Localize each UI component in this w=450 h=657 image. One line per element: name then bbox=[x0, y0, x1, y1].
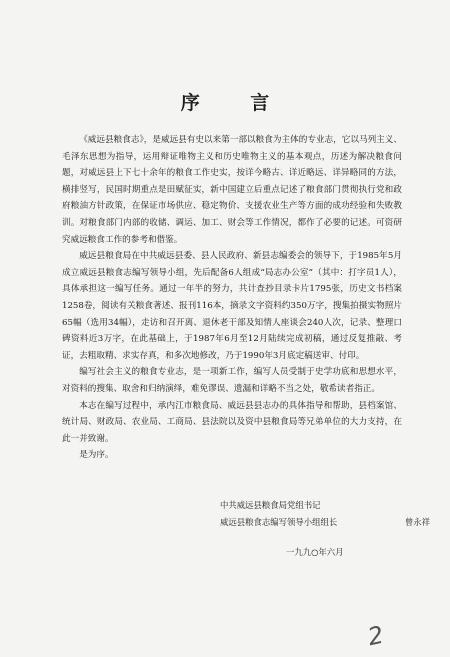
page-title: 序 言 bbox=[180, 92, 292, 114]
paragraph: 编写社会主义的粮食专业志，是一项新工作，编写人员受制于史学功底和思想水平，对资料的搜集、取舍和归纳演绎，难免谬误、遗漏和详略不当之处，敬希读者指正。 bbox=[62, 367, 402, 394]
page-number: 2 bbox=[365, 620, 387, 652]
signature-title-2: 威远县粮食志编写领导小组组长 bbox=[220, 516, 338, 527]
paragraph: 《威远县粮食志》，是威远县有史以来第一部以粮食为主体的专业志，它以马列主义、毛泽东思想为指导，运用辩证唯物主义和历史唯物主义的基本观点，历述为解决粮食问题，对威远县上下七十余年的粮食工作史实，按详今略古、详近略远、详异略同的方法，横排竖写，民国时期重点是田赋征实，新中国建立后重点记述了粮食部门贯彻执行党和政府粮油方针政策，在保证市场供应、稳定物价、支援农业生产等方面的成功经验和失败教训。对粮食部门内部的收储、调运、加工、财会等工作情况，都作了必要的记述。可资研究威远粮食工作的参考和借鉴。 bbox=[62, 135, 402, 245]
paragraph: 威远县粮食局在中共威远县委、县人民政府、新县志编委会的领导下，于1985年5月成立威远县粮食志编写领导小组，先后配备6人组成“局志办公室”（其中：打字员1人），具体承担这一编写任务。通过一年半的努力，共计查抄目录卡片1795张，历史文书档案1258卷，阅读有关粮食著述、报刊116本，摘录文字资料约350万字，搜集拍摄实物照片65幅（选用34幅），走访和召开离、退休老干部及知情人座谈会240人次，记录、整理口碑资料近3万字，在此基础上，于1987年6月至12月陆续完成初稿，通过反复推敲、考证，去粗取精、求实存真，和多次地修改，乃于1990年3月底定稿送审、付印。 bbox=[62, 251, 402, 361]
paragraph: 本志在编写过程中，承内江市粮食局、威远县县志办的具体指导和帮助，县档案馆、统计局、财政局、农业局、工商局、县法院以及资中县粮食局等兄弟单位的大力支持，在此一并致谢。 bbox=[62, 400, 402, 444]
signature-title-1: 中共威远县粮食局党组书记 bbox=[220, 500, 321, 510]
preface-body bbox=[62, 132, 402, 464]
signature-name: 曾永祥 bbox=[404, 516, 430, 527]
date-line: 一九九○年六月 bbox=[286, 547, 344, 557]
signature-block bbox=[220, 497, 430, 530]
paragraph: 是为序。 bbox=[79, 450, 114, 461]
